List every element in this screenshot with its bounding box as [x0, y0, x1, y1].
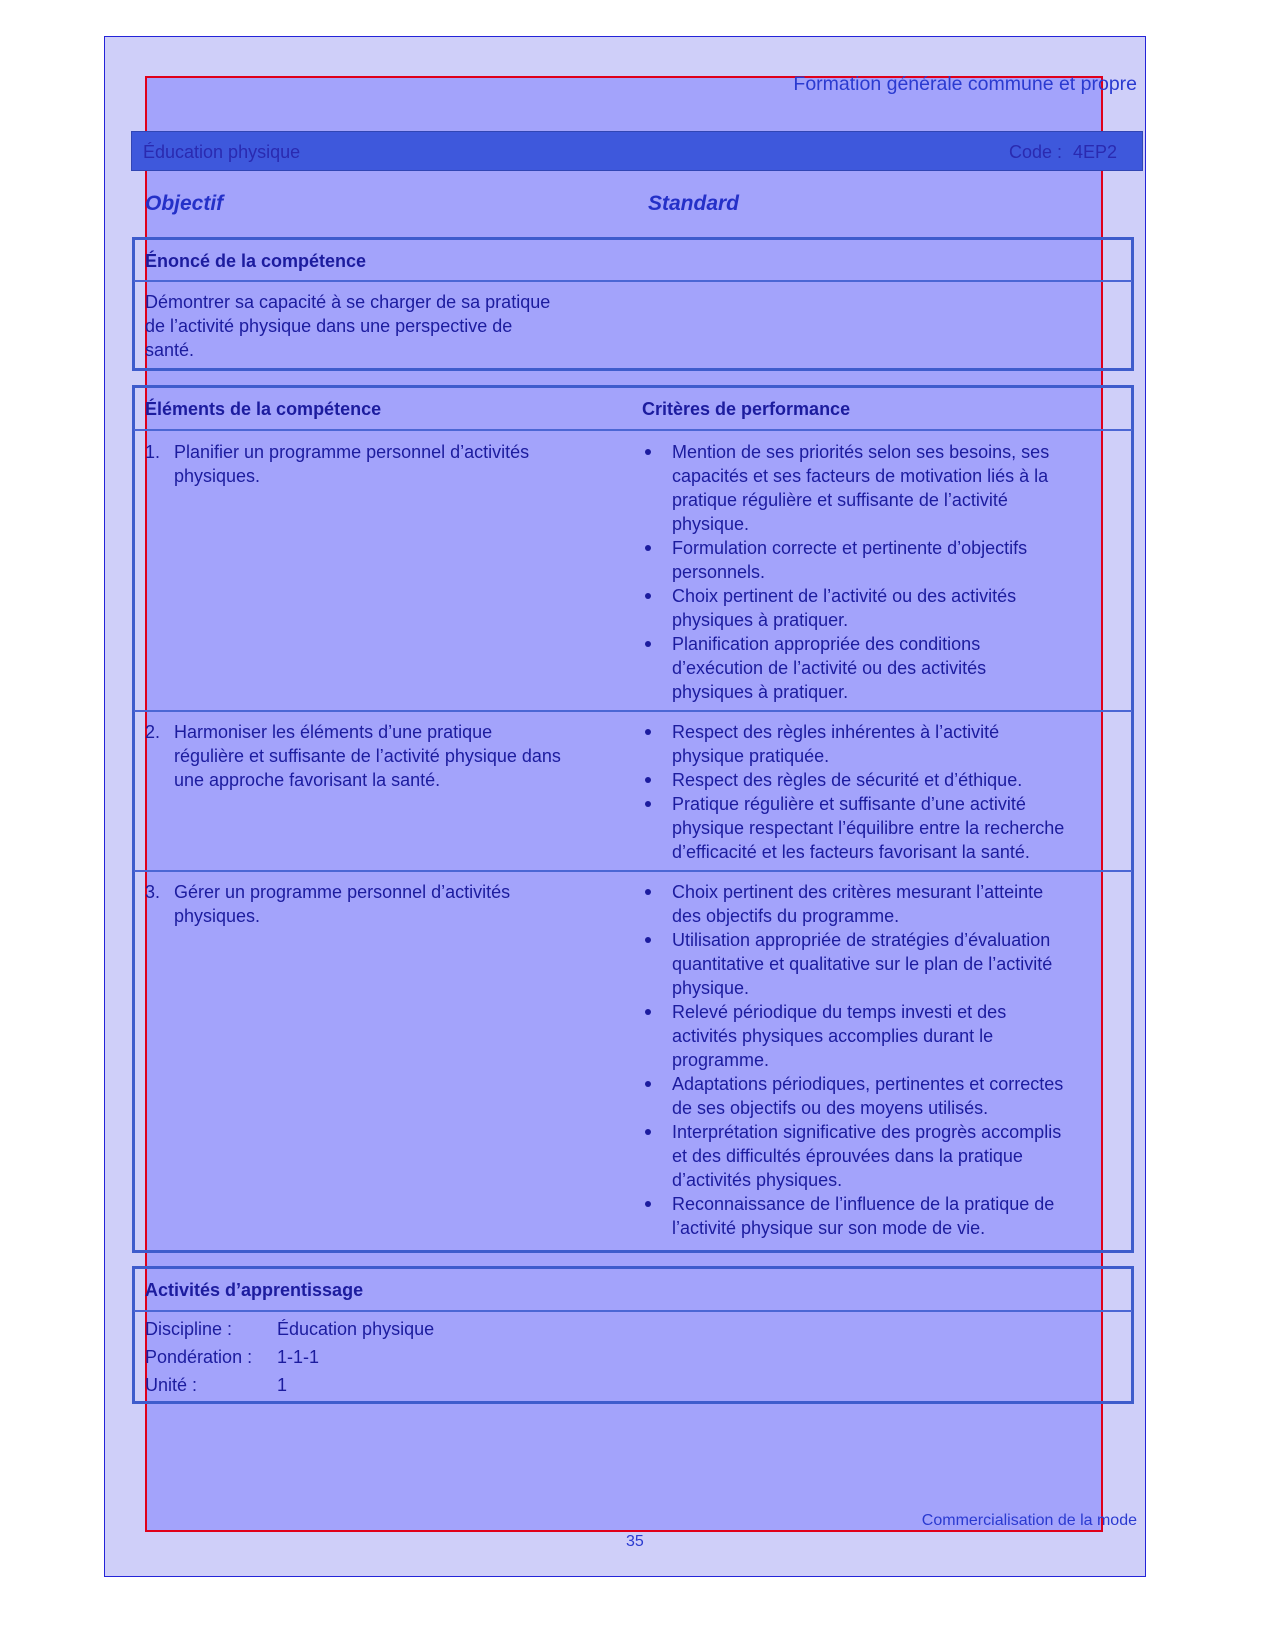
element-line: une approche favorisant la santé.: [174, 770, 441, 790]
ponderation-value: 1-1-1: [277, 1347, 320, 1367]
enonce-line: Démontrer sa capacité à se charger de sa pratique: [145, 292, 551, 312]
criterion-line: Relevé périodique du temps investi et des: [672, 1002, 1007, 1022]
bullet-icon: [645, 593, 651, 599]
standard-label: Standard: [648, 192, 740, 215]
criterion: [642, 720, 1122, 768]
element-number: 1.: [145, 442, 161, 462]
element-line: physiques.: [174, 466, 261, 486]
criterion-line: Respect des règles de sécurité et d’éthique.: [672, 770, 1023, 790]
criterion: [642, 584, 1122, 632]
page-number: 35: [626, 1533, 644, 1550]
element-number: 3.: [145, 882, 161, 902]
element-line: régulière et suffisante de l’activité physique dans: [174, 746, 561, 766]
bullet-icon: [645, 641, 651, 647]
criterion: [642, 1192, 1122, 1240]
discipline-label: Discipline :: [145, 1319, 233, 1339]
bullet-icon: [645, 1201, 651, 1207]
criterion: [642, 536, 1122, 584]
unite-label: Unité :: [145, 1375, 198, 1395]
criterion-line: personnels.: [672, 562, 766, 582]
row-divider: [134, 710, 1132, 712]
bullet-icon: [645, 729, 651, 735]
criterion-line: l’activité physique sur son mode de vie.: [672, 1218, 986, 1238]
element-line: Gérer un programme personnel d’activités: [174, 882, 511, 902]
bullet-icon: [645, 1081, 651, 1087]
criterion-line: Planification appropriée des conditions: [672, 634, 981, 654]
element-3: [145, 880, 625, 928]
footer-program: Commercialisation de la mode: [921, 1512, 1137, 1529]
element-1: [145, 440, 625, 488]
elements-heading: Éléments de la compétence: [145, 399, 382, 419]
bullet-icon: [645, 777, 651, 783]
enonce-text: [145, 290, 550, 362]
code-label: Code :: [1009, 142, 1063, 162]
criterion: [642, 1000, 1122, 1072]
criterion-line: et des difficultés éprouvées dans la pratique: [672, 1146, 1023, 1166]
bullet-icon: [645, 937, 651, 943]
criterion-line: Formulation correcte et pertinente d’objectifs: [672, 538, 1028, 558]
element-line: physiques.: [174, 906, 261, 926]
criterion-line: physique respectant l’équilibre entre la recherche: [672, 818, 1065, 838]
criteria-2: [642, 720, 1122, 864]
criterion-line: physiques à pratiquer.: [672, 682, 849, 702]
criterion-line: programme.: [672, 1050, 770, 1070]
bullet-icon: [645, 449, 651, 455]
criterion-line: d’activités physiques.: [672, 1170, 843, 1190]
elements-header-divider: [134, 429, 1132, 431]
criterion-line: d’efficacité et les facteurs favorisant la santé.: [672, 842, 1030, 862]
discipline-title: Éducation physique: [143, 142, 301, 162]
activites-divider: [134, 1310, 1132, 1312]
criterion: [642, 1072, 1122, 1120]
element-number: 2.: [145, 722, 161, 742]
criterion-line: Choix pertinent des critères mesurant l’atteinte: [672, 882, 1044, 902]
criteres-heading: Critères de performance: [642, 399, 851, 419]
bullet-icon: [645, 889, 651, 895]
element-line: Planifier un programme personnel d’activités: [174, 442, 530, 462]
criterion-line: Mention de ses priorités selon ses besoins, ses: [672, 442, 1050, 462]
running-title: Formation générale commune et propre: [793, 73, 1137, 95]
criterion-line: des objectifs du programme.: [672, 906, 900, 926]
criterion-line: physique pratiquée.: [672, 746, 830, 766]
criterion-line: Reconnaissance de l’influence de la pratique de: [672, 1194, 1055, 1214]
row-divider: [134, 870, 1132, 872]
criterion-line: capacités et ses facteurs de motivation liés à la: [672, 466, 1049, 486]
bullet-icon: [645, 545, 651, 551]
criterion-line: de ses objectifs ou des moyens utilisés.: [672, 1098, 989, 1118]
criterion: [642, 632, 1122, 704]
criterion: [642, 880, 1122, 928]
criterion: [642, 440, 1122, 536]
criterion: [642, 768, 1122, 792]
criterion-line: pratique régulière et suffisante de l’activité: [672, 490, 1008, 510]
element-2: [145, 720, 625, 792]
criterion-line: quantitative et qualitative sur le plan de l’activité: [672, 954, 1053, 974]
enonce-divider: [134, 280, 1132, 282]
criterion-line: activités physiques accomplies durant le: [672, 1026, 994, 1046]
criterion-line: physique.: [672, 978, 750, 998]
unite-value: 1: [277, 1375, 288, 1395]
bullet-icon: [645, 1009, 651, 1015]
criteria-1: [642, 440, 1122, 704]
criterion-line: physique.: [672, 514, 750, 534]
criteria-3: [642, 880, 1122, 1240]
element-line: Harmoniser les éléments d’une pratique: [174, 722, 493, 742]
code-value: 4EP2: [1073, 142, 1118, 162]
ponderation-label: Pondération :: [145, 1347, 253, 1367]
bullet-icon: [645, 1129, 651, 1135]
discipline-value: Éducation physique: [277, 1319, 435, 1339]
criterion-line: Adaptations périodiques, pertinentes et correctes: [672, 1074, 1064, 1094]
criterion: [642, 928, 1122, 1000]
criterion-line: Pratique régulière et suffisante d’une activité: [672, 794, 1026, 814]
enonce-line: de l’activité physique dans une perspective de: [145, 316, 513, 336]
enonce-line: santé.: [145, 340, 195, 360]
criterion: [642, 1120, 1122, 1192]
criterion-line: Respect des règles inhérentes à l’activité: [672, 722, 1000, 742]
criterion-line: d’exécution de l’activité ou des activités: [672, 658, 987, 678]
criterion-line: Interprétation significative des progrès accomplis: [672, 1122, 1062, 1142]
criterion-line: Choix pertinent de l’activité ou des activités: [672, 586, 1017, 606]
criterion: [642, 792, 1122, 864]
criterion-line: Utilisation appropriée de stratégies d’évaluation: [672, 930, 1051, 950]
activites-heading: Activités d’apprentissage: [145, 1280, 364, 1300]
bullet-icon: [645, 801, 651, 807]
enonce-heading: Énoncé de la compétence: [145, 251, 367, 271]
objectif-label: Objectif: [145, 192, 224, 215]
criterion-line: physiques à pratiquer.: [672, 610, 849, 630]
